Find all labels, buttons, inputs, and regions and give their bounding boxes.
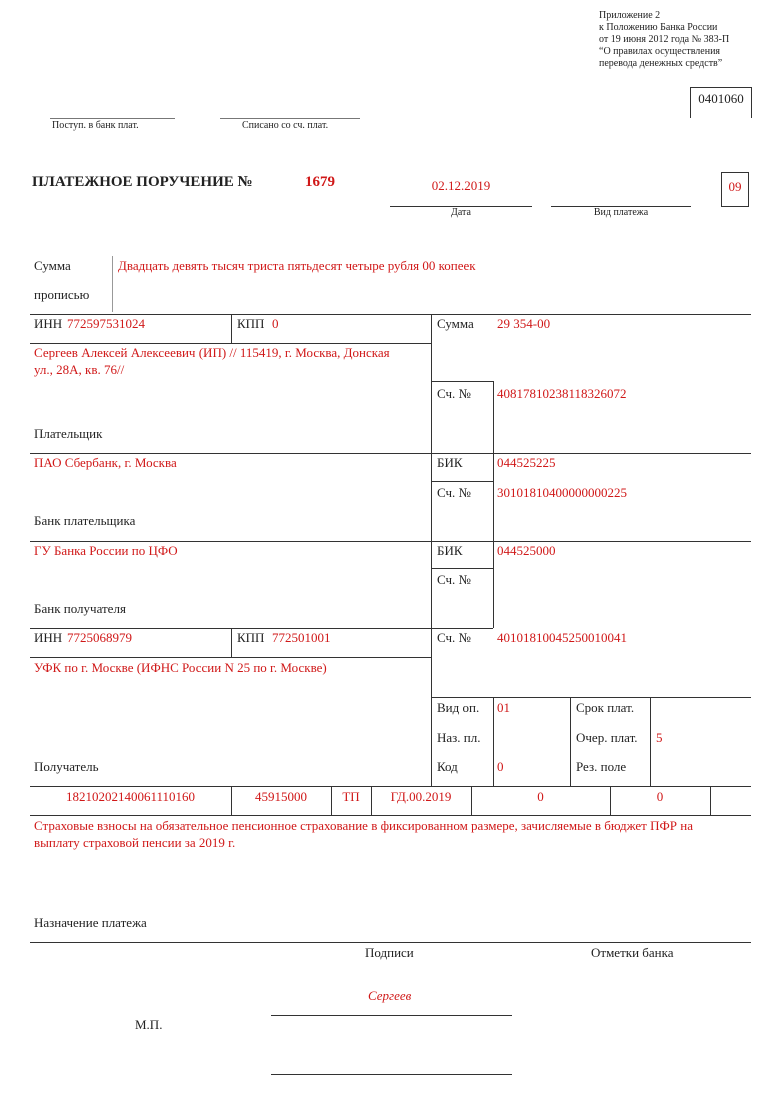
annex-line: Приложение 2 — [599, 10, 661, 21]
payer-account-label: Сч. № — [437, 386, 471, 401]
grid-line — [231, 628, 232, 657]
payer-bank-corr-label: Сч. № — [437, 485, 471, 500]
payee-bank-name: ГУ Банка России по ЦФО — [34, 543, 178, 558]
code-label: Код — [437, 759, 458, 774]
annex-note — [599, 10, 729, 70]
tax-field-kbk: 18210202140061110160 — [65, 789, 196, 804]
document-title: ПЛАТЕЖНОЕ ПОРУЧЕНИЕ № — [32, 174, 253, 190]
payee-bank-bik: 044525000 — [497, 543, 556, 558]
grid-line — [431, 697, 751, 698]
signature: Сергеев — [368, 988, 412, 1003]
payee-name: УФК по г. Москве (ИФНС России N 25 по г. Москве) — [34, 660, 327, 675]
payer-bank-bik-label: БИК — [437, 455, 463, 470]
payee-account-label: Сч. № — [437, 630, 471, 645]
annex-line: от 19 июня 2012 года № 383-П — [599, 34, 730, 45]
grid-line — [30, 314, 751, 315]
payee-kpp: 772501001 — [272, 630, 331, 645]
grid-line — [30, 453, 751, 454]
amount-words-label: Сумма — [34, 258, 71, 273]
signatures-label: Подписи — [365, 945, 414, 960]
payer-inn-label: ИНН — [34, 316, 63, 331]
stamp-label: М.П. — [135, 1017, 163, 1032]
grid-line — [30, 628, 493, 629]
payee-account: 40101810045250010041 — [497, 630, 627, 645]
payer-inn: 772597531024 — [67, 316, 145, 331]
tax-field-period: ГД.00.2019 — [390, 789, 452, 804]
grid-line — [30, 815, 751, 816]
amount-words: Двадцать девять тысяч триста пятьдесят четыре рубля 00 копеек — [118, 258, 476, 273]
purpose-label: Назначение платежа — [34, 915, 147, 930]
grid-line — [30, 657, 431, 658]
grid-line — [431, 381, 493, 382]
code: 0 — [497, 759, 504, 774]
payer-bank-bik: 044525225 — [497, 455, 556, 470]
amount-value: 29 354-00 — [497, 316, 551, 331]
priority-label: Очер. плат. — [576, 730, 638, 745]
document-number: 1679 — [305, 174, 335, 190]
grid-line — [570, 697, 571, 786]
payee-inn: 7725068979 — [67, 630, 132, 645]
annex-line: “О правилах осуществления — [599, 46, 721, 57]
payer-bank-corr-account: 30101810400000000225 — [497, 485, 627, 500]
received-label: Поступ. в банк плат. — [52, 120, 139, 131]
annex-line: перевода денежных средств” — [599, 58, 723, 69]
payer-bank-label: Банк плательщика — [34, 513, 136, 528]
form-code-box — [690, 87, 752, 118]
payer-name-line: ул., 28А, кв. 76// — [34, 362, 125, 377]
signature-line — [271, 1015, 512, 1016]
status-code: 09 — [728, 179, 742, 194]
signature-line — [271, 1074, 512, 1075]
purpose-code-label: Наз. пл. — [437, 730, 481, 745]
payee-label: Получатель — [34, 759, 99, 774]
payer-name-line: Сергеев Алексей Алексеевич (ИП) // 115419, г. Москва, Донская — [34, 345, 390, 360]
amount-words-label: прописью — [34, 287, 90, 302]
purpose-text-line: Страховые взносы на обязательное пенсионное страхование в фиксированном размере, зачисляемые в бюджет ПФР на — [34, 818, 693, 833]
payer-label: Плательщик — [34, 426, 103, 441]
payee-inn-label: ИНН — [34, 630, 63, 645]
payee-kpp-label: КПП — [237, 630, 265, 645]
reserve-label: Рез. поле — [576, 759, 627, 774]
payer-kpp-label: КПП — [237, 316, 265, 331]
grid-line — [431, 568, 493, 569]
term-label: Срок плат. — [576, 700, 635, 715]
payer-account: 40817810238118326072 — [497, 386, 627, 401]
grid-line — [710, 786, 711, 815]
grid-line — [30, 541, 751, 542]
op-type-label: Вид оп. — [437, 700, 480, 715]
tax-field-doc-number: 0 — [537, 789, 544, 804]
purpose-text-line: выплату страховой пенсии за 2019 г. — [34, 835, 236, 850]
grid-line — [493, 381, 494, 628]
grid-line — [431, 314, 432, 786]
form-code: 0401060 — [698, 91, 744, 106]
grid-line — [493, 697, 494, 786]
bank-marks-label: Отметки банка — [591, 945, 674, 960]
grid-line — [30, 942, 751, 943]
payer-kpp: 0 — [272, 316, 279, 331]
payee-bank-bik-label: БИК — [437, 543, 463, 558]
annex-line: к Положению Банка России — [599, 22, 718, 33]
debited-label: Списано со сч. плат. — [242, 120, 329, 131]
payer-bank-name: ПАО Сбербанк, г. Москва — [34, 455, 177, 470]
status-box — [721, 172, 749, 207]
tax-field-basis: ТП — [342, 789, 360, 804]
tax-field-doc-date: 0 — [656, 789, 664, 804]
grid-line — [30, 786, 751, 787]
grid-line — [231, 314, 232, 343]
payment-type-label: Вид платежа — [593, 207, 649, 218]
payee-bank-label: Банк получателя — [34, 601, 126, 616]
date-label: Дата — [451, 207, 471, 218]
priority: 5 — [656, 730, 663, 745]
grid-line — [650, 697, 651, 786]
debited-line — [220, 118, 360, 119]
op-type: 01 — [497, 700, 510, 715]
document-date: 02.12.2019 — [431, 178, 491, 193]
grid-line — [431, 481, 493, 482]
received-line — [50, 118, 175, 119]
grid-line — [30, 343, 431, 344]
divider — [112, 256, 113, 312]
amount-label: Сумма — [437, 316, 474, 331]
tax-field-oktmo: 45915000 — [255, 789, 307, 804]
payee-bank-corr-label: Сч. № — [437, 572, 471, 587]
